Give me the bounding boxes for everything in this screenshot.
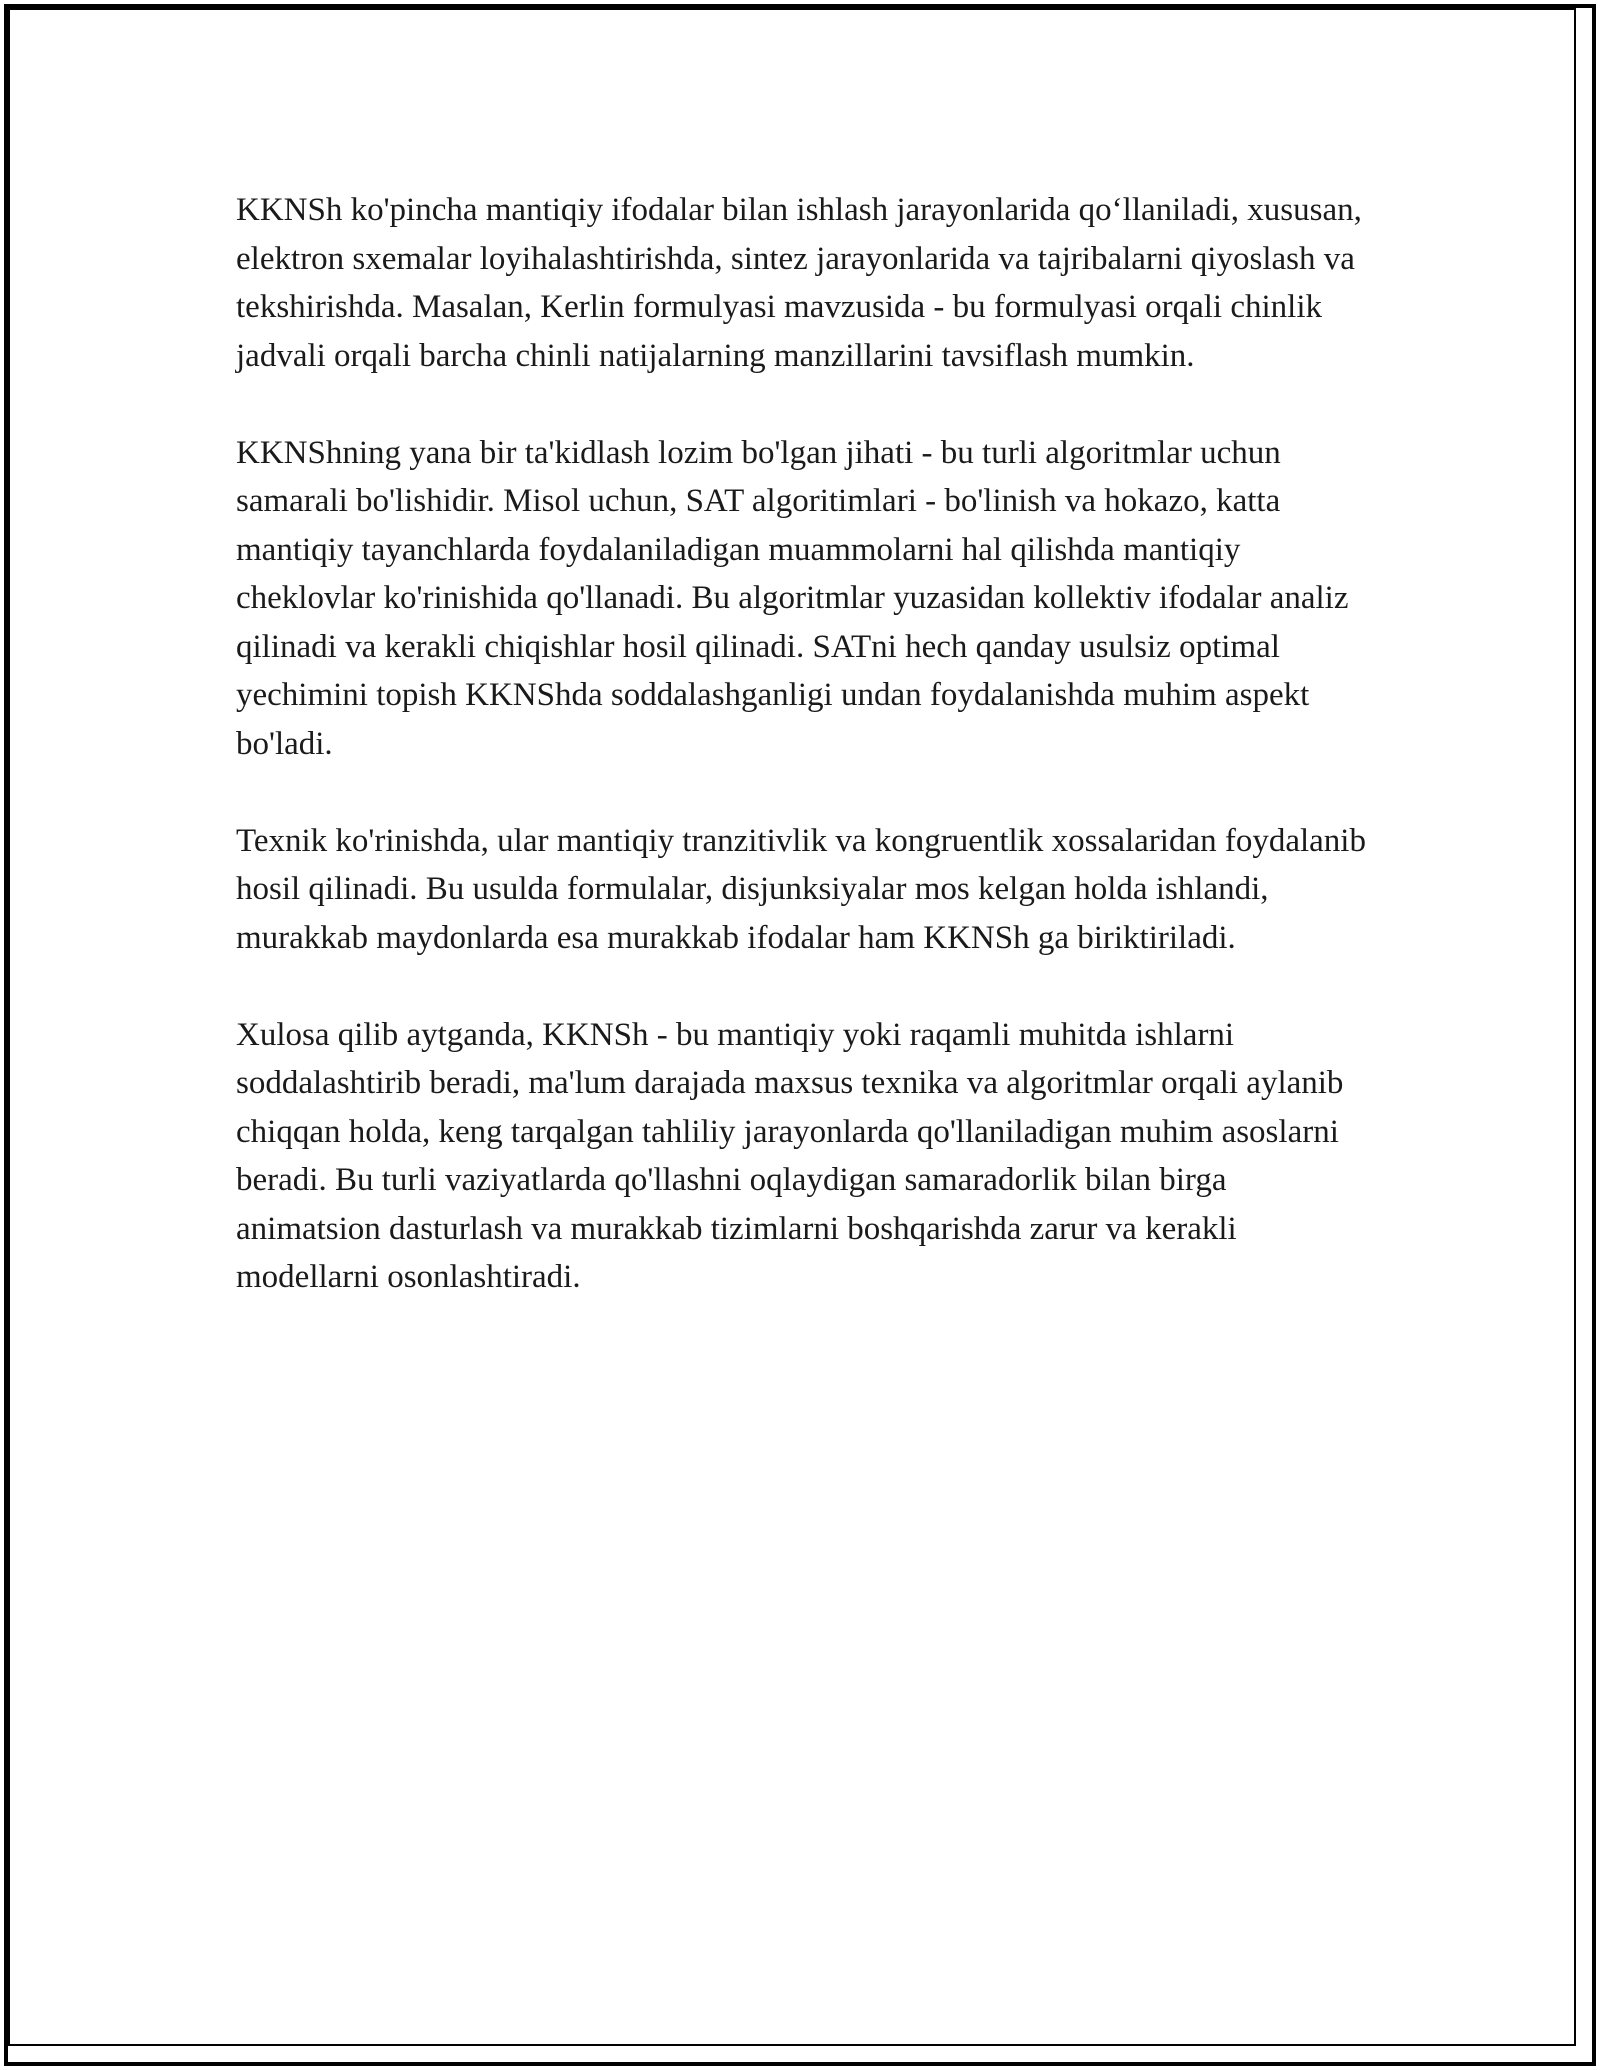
paragraph-4: Xulosa qilib aytganda, KKNSh - bu mantiqiy yoki raqamli muhitda ishlarni soddalashtirib beradi, ma'lum darajada maxsus texnika va algoritmlar orqali aylanib chiqqan holda, keng tarqalgan tahliliy jarayonlarda qo'llaniladigan muhim asoslarni beradi. Bu turli vaziyatlarda qo'llashni oqlaydigan samaradorlik bilan birga animatsion dasturlash va murakkab tizimlarni boshqarishda zarur va kerakli modellarni osonlashtiradi.	[236, 1016, 1344, 1295]
document-body	[236, 186, 1376, 1350]
paragraph-3: Texnik ko'rinishda, ular mantiqiy tranzitivlik va kongruentlik xossalaridan foydalanib hosil qilinadi. Bu usulda formulalar, disjunksiyalar mos kelgan holda ishlandi, murakkab maydonlarda esa murakkab ifodalar ham KKNSh ga biriktiriladi.	[236, 822, 1366, 956]
paragraph-2: KKNShning yana bir ta'kidlash lozim bo'lgan jihati - bu turli algoritmlar uchun samarali bo'lishidir. Misol uchun, SAT algoritimlari - bo'linish va hokazo, katta mantiqiy tayanchlarda foydalaniladigan muammolarni hal qilishda mantiqiy cheklovlar ko'rinishida qo'llanadi. Bu algoritmlar yuzasidan kollektiv ifodalar analiz qilinadi va kerakli chiqishlar hosil qilinadi. SATni hech qanday usulsiz optimal yechimini topish KKNShda soddalashganligi undan foydalanishda muhim aspekt bo'ladi.	[236, 434, 1349, 762]
paragraph-1: KKNSh ko'pincha mantiqiy ifodalar bilan ishlash jarayonlarida qo‘llaniladi, xususan, elektron sxemalar loyihalashtirishda, sintez jarayonlarida va tajribalarni qiyoslash va tekshirishda. Masalan, Kerlin formulyasi mavzusida - bu formulyasi orqali chinlik jadvali orqali barcha chinli natijalarning manzillarini tavsiflash mumkin.	[236, 192, 1362, 374]
